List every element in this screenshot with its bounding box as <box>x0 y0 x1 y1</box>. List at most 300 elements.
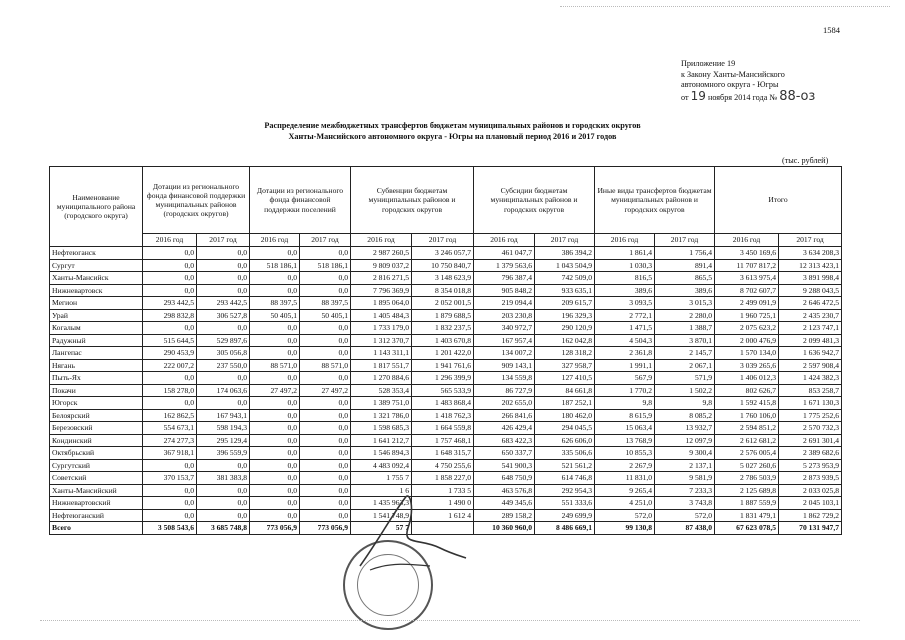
table-cell: 1 861,4 <box>595 247 655 260</box>
handwritten-signature <box>350 478 470 578</box>
table-cell: 650 337,7 <box>474 447 535 460</box>
table-cell: 88 397,5 <box>250 297 300 310</box>
table-cell: 2 052 001,5 <box>412 297 474 310</box>
table-row <box>50 359 842 372</box>
table-cell: 1 733 5 <box>412 484 474 497</box>
table-cell: 381 383,8 <box>197 472 250 485</box>
table-cell: 222 007,2 <box>143 359 197 372</box>
table-cell: 1 379 563,6 <box>474 259 535 272</box>
table-cell: 426 429,4 <box>474 422 535 435</box>
table-cell: 1 403 670,8 <box>412 334 474 347</box>
table-cell: 0,0 <box>300 322 351 335</box>
total-cell: 57 7 <box>351 522 412 535</box>
table-cell: 290 120,9 <box>535 322 595 335</box>
table-cell: 2 435 230,7 <box>779 309 842 322</box>
table-row <box>50 434 842 447</box>
table-cell: 8 085,2 <box>655 409 715 422</box>
table-cell: 2 612 681,2 <box>715 434 779 447</box>
table-cell: 1 832 237,5 <box>412 322 474 335</box>
table-cell: 0,0 <box>300 459 351 472</box>
table-cell: 0,0 <box>143 459 197 472</box>
table-cell: 396 559,9 <box>197 447 250 460</box>
table-cell: 4 483 092,4 <box>351 459 412 472</box>
table-cell: 0,0 <box>250 484 300 497</box>
table-cell: 0,0 <box>197 372 250 385</box>
table-cell: 1 270 884,6 <box>351 372 412 385</box>
table-row <box>50 284 842 297</box>
table-cell: 3 093,5 <box>595 297 655 310</box>
table-cell: 449 345,6 <box>474 497 535 510</box>
table-cell: 2 772,1 <box>595 309 655 322</box>
municipality-name: Березовский <box>50 422 143 435</box>
table-row <box>50 372 842 385</box>
table-row <box>50 409 842 422</box>
appendix-date-day: 19 <box>690 88 706 103</box>
table-cell: 521 561,2 <box>535 459 595 472</box>
header-region-fund-grants: Дотации из регионального фонда финансовой поддержки муниципальных районов (городских округов) <box>143 167 250 234</box>
table-cell: 1 775 252,6 <box>779 409 842 422</box>
table-cell: 1 817 551,7 <box>351 359 412 372</box>
table-cell: 386 394,2 <box>535 247 595 260</box>
table-cell: 1 546 894,3 <box>351 447 412 460</box>
table-cell: 0,0 <box>197 259 250 272</box>
header-subventions: Субвенции бюджетам муниципальных районов и городских округов <box>351 167 474 234</box>
table-cell: 0,0 <box>300 484 351 497</box>
table-cell: 2 646 472,5 <box>779 297 842 310</box>
table-cell: 2 987 260,5 <box>351 247 412 260</box>
year-header: 2016 год <box>595 234 655 247</box>
table-cell: 463 576,8 <box>474 484 535 497</box>
table-cell: 88 571,0 <box>300 359 351 372</box>
year-header: 2017 год <box>197 234 250 247</box>
page-number: 1584 <box>823 25 840 35</box>
table-cell: 0,0 <box>250 447 300 460</box>
municipality-name: Ханты-Мансийский <box>50 484 143 497</box>
table-cell: 134 007,2 <box>474 347 535 360</box>
table-cell: 196 329,3 <box>535 309 595 322</box>
table-cell: 2 873 939,5 <box>779 472 842 485</box>
table-cell: 158 278,0 <box>143 384 197 397</box>
table-cell: 528 353,4 <box>351 384 412 397</box>
table-cell: 2 570 732,3 <box>779 422 842 435</box>
table-cell: 0,0 <box>250 322 300 335</box>
total-cell: 99 130,8 <box>595 522 655 535</box>
table-cell: 1 598 685,3 <box>351 422 412 435</box>
table-cell: 0,0 <box>143 484 197 497</box>
table-cell: 1 756,4 <box>655 247 715 260</box>
table-cell: 3 015,3 <box>655 297 715 310</box>
municipality-name: Мегион <box>50 297 143 310</box>
year-header: 2016 год <box>143 234 197 247</box>
total-cell: 10 360 960,0 <box>474 522 535 535</box>
table-cell: 0,0 <box>250 334 300 347</box>
table-cell: 5 027 260,6 <box>715 459 779 472</box>
table-cell: 295 129,4 <box>197 434 250 447</box>
table-cell: 554 673,1 <box>143 422 197 435</box>
table-cell: 293 442,5 <box>197 297 250 310</box>
table-cell: 27 497,2 <box>300 384 351 397</box>
table-cell: 0,0 <box>143 284 197 297</box>
table-cell: 1 960 725,1 <box>715 309 779 322</box>
table-cell: 2 786 503,9 <box>715 472 779 485</box>
table-cell: 515 644,5 <box>143 334 197 347</box>
year-header: 2017 год <box>300 234 351 247</box>
table-cell: 1 389 751,0 <box>351 397 412 410</box>
table-cell: 0,0 <box>300 447 351 460</box>
table-cell: 0,0 <box>250 459 300 472</box>
table-cell: 4 251,0 <box>595 497 655 510</box>
table-cell: 4 504,3 <box>595 334 655 347</box>
table-cell: 1 570 134,0 <box>715 347 779 360</box>
table-cell: 1 6 <box>351 484 412 497</box>
table-cell: 1 831 479,1 <box>715 509 779 522</box>
municipality-name: Нефтеюганский <box>50 509 143 522</box>
table-cell: 1 755 7 <box>351 472 412 485</box>
table-cell: 648 750,9 <box>474 472 535 485</box>
municipality-name: Сургутский <box>50 459 143 472</box>
table-row <box>50 384 842 397</box>
table-cell: 853 258,7 <box>779 384 842 397</box>
table-cell: 209 615,7 <box>535 297 595 310</box>
table-cell: 8 354 018,8 <box>412 284 474 297</box>
table-cell: 2 033 025,8 <box>779 484 842 497</box>
table-cell: 0,0 <box>250 372 300 385</box>
title-line-2: Ханты-Мансийского автономного округа - Югры на плановый период 2016 и 2017 годов <box>288 131 617 141</box>
table-cell: 167 957,4 <box>474 334 535 347</box>
table-cell: 219 094,4 <box>474 297 535 310</box>
table-cell: 0,0 <box>300 434 351 447</box>
table-cell: 2 499 091,9 <box>715 297 779 310</box>
table-cell: 1 671 130,3 <box>779 397 842 410</box>
table-cell: 266 841,6 <box>474 409 535 422</box>
municipality-name: Пыть-Ях <box>50 372 143 385</box>
table-cell: 1 312 370,7 <box>351 334 412 347</box>
header-total: Итого <box>715 167 842 234</box>
table-cell: 0,0 <box>250 247 300 260</box>
table-cell: 180 462,0 <box>535 409 595 422</box>
scan-noise-top <box>560 6 890 8</box>
table-cell: 88 397,5 <box>300 297 351 310</box>
year-header: 2016 год <box>250 234 300 247</box>
year-header: 2016 год <box>474 234 535 247</box>
table-cell: 12 313 423,1 <box>779 259 842 272</box>
table-cell: 0,0 <box>300 409 351 422</box>
table-cell: 11 707 817,2 <box>715 259 779 272</box>
table-cell: 2 597 908,4 <box>779 359 842 372</box>
table-cell: 13 768,9 <box>595 434 655 447</box>
table-cell: 127 410,5 <box>535 372 595 385</box>
table-cell: 891,4 <box>655 259 715 272</box>
table-row <box>50 309 842 322</box>
table-cell: 0,0 <box>300 272 351 285</box>
table-row <box>50 447 842 460</box>
table-cell: 551 333,6 <box>535 497 595 510</box>
table-row <box>50 334 842 347</box>
table-cell: 572,0 <box>595 509 655 522</box>
units-label: (тыс. рублей) <box>782 156 829 165</box>
total-label: Всего <box>50 522 143 535</box>
header-other-transfers: Иные виды трансфертов бюджетам муниципальных районов и городских округов <box>595 167 715 234</box>
municipality-name: Радужный <box>50 334 143 347</box>
appendix-line-2: к Закону Ханты-Мансийского <box>681 69 785 79</box>
total-cell: 773 056,9 <box>250 522 300 535</box>
table-cell: 571,9 <box>655 372 715 385</box>
table-cell: 305 056,8 <box>197 347 250 360</box>
table-cell: 202 655,0 <box>474 397 535 410</box>
table-cell: 50 405,1 <box>300 309 351 322</box>
table-cell: 327 958,7 <box>535 359 595 372</box>
table-cell: 86 727,9 <box>474 384 535 397</box>
appendix-line-4 <box>681 88 816 104</box>
table-cell: 1 862 729,2 <box>779 509 842 522</box>
table-cell: 2 045 103,1 <box>779 497 842 510</box>
table-cell: 306 527,8 <box>197 309 250 322</box>
table-cell: 0,0 <box>197 272 250 285</box>
table-cell: 816,5 <box>595 272 655 285</box>
table-cell: 290 453,9 <box>143 347 197 360</box>
table-cell: 0,0 <box>250 509 300 522</box>
table-cell: 2 280,0 <box>655 309 715 322</box>
appendix-header <box>681 59 815 103</box>
table-cell: 1 418 762,3 <box>412 409 474 422</box>
table-cell: 796 387,4 <box>474 272 535 285</box>
table-cell: 335 506,6 <box>535 447 595 460</box>
table-row <box>50 397 842 410</box>
table-cell: 1 760 106,0 <box>715 409 779 422</box>
table-cell: 565 533,9 <box>412 384 474 397</box>
table-cell: 1 502,2 <box>655 384 715 397</box>
table-cell: 389,6 <box>655 284 715 297</box>
table-cell: 7 233,3 <box>655 484 715 497</box>
table-cell: 1 296 399,9 <box>412 372 474 385</box>
table-cell: 1 895 064,0 <box>351 297 412 310</box>
table-cell: 3 891 998,4 <box>779 272 842 285</box>
table-cell: 572,0 <box>655 509 715 522</box>
table-cell: 0,0 <box>143 509 197 522</box>
table-cell: 293 442,5 <box>143 297 197 310</box>
table-cell: 0,0 <box>197 484 250 497</box>
table-cell: 0,0 <box>197 322 250 335</box>
table-cell: 167 943,1 <box>197 409 250 422</box>
table-cell: 3 148 623,9 <box>412 272 474 285</box>
table-cell: 0,0 <box>197 284 250 297</box>
municipality-name: Лангепас <box>50 347 143 360</box>
table-cell: 84 661,8 <box>535 384 595 397</box>
table-cell: 9,8 <box>655 397 715 410</box>
table-cell: 2 137,1 <box>655 459 715 472</box>
table-cell: 0,0 <box>300 497 351 510</box>
table-cell: 0,0 <box>300 372 351 385</box>
table-cell: 27 497,2 <box>250 384 300 397</box>
table-cell: 1 201 422,0 <box>412 347 474 360</box>
table-cell: 11 831,0 <box>595 472 655 485</box>
municipality-name: Урай <box>50 309 143 322</box>
table-cell: 626 606,0 <box>535 434 595 447</box>
table-cell: 541 900,3 <box>474 459 535 472</box>
table-cell: 2 075 623,2 <box>715 322 779 335</box>
table-cell: 8 702 607,7 <box>715 284 779 297</box>
table-cell: 237 550,0 <box>197 359 250 372</box>
municipality-name: Октябрьский <box>50 447 143 460</box>
table-cell: 0,0 <box>300 422 351 435</box>
table-cell: 614 746,8 <box>535 472 595 485</box>
total-cell: 3 508 543,6 <box>143 522 197 535</box>
table-cell: 340 972,7 <box>474 322 535 335</box>
table-cell: 10 750 840,7 <box>412 259 474 272</box>
table-cell: 0,0 <box>300 334 351 347</box>
table-cell: 2 125 689,8 <box>715 484 779 497</box>
table-cell: 2 576 005,4 <box>715 447 779 460</box>
table-cell: 567,9 <box>595 372 655 385</box>
table-cell: 0,0 <box>197 497 250 510</box>
table-cell: 9 809 037,2 <box>351 259 412 272</box>
table-cell: 370 153,7 <box>143 472 197 485</box>
table-cell: 0,0 <box>143 397 197 410</box>
appendix-date-prefix: от <box>681 92 689 102</box>
table-cell: 292 954,3 <box>535 484 595 497</box>
table-cell: 10 855,3 <box>595 447 655 460</box>
table-cell: 1 733 179,0 <box>351 322 412 335</box>
table-cell: 0,0 <box>197 459 250 472</box>
table-cell: 1 405 484,3 <box>351 309 412 322</box>
table-cell: 3 634 208,3 <box>779 247 842 260</box>
table-cell: 162 862,5 <box>143 409 197 422</box>
table-cell: 529 897,6 <box>197 334 250 347</box>
municipality-name: Нефтеюганск <box>50 247 143 260</box>
table-cell: 4 750 255,6 <box>412 459 474 472</box>
table-cell: 2 361,8 <box>595 347 655 360</box>
table-cell: 3 039 265,6 <box>715 359 779 372</box>
table-cell: 249 699,9 <box>535 509 595 522</box>
table-cell: 933 635,1 <box>535 284 595 297</box>
table-cell: 0,0 <box>250 409 300 422</box>
table-cell: 3 450 169,6 <box>715 247 779 260</box>
appendix-line-3: автономного округа - Югры <box>681 80 779 90</box>
table-cell: 9,8 <box>595 397 655 410</box>
table-cell: 203 230,8 <box>474 309 535 322</box>
table-cell: 0,0 <box>197 397 250 410</box>
total-cell: 67 623 078,5 <box>715 522 779 535</box>
table-row <box>50 247 842 260</box>
table-cell: 0,0 <box>300 284 351 297</box>
table-cell: 1 471,5 <box>595 322 655 335</box>
table-cell: 0,0 <box>250 472 300 485</box>
table-cell: 0,0 <box>143 272 197 285</box>
table-row <box>50 459 842 472</box>
municipality-name: Нижневартовск <box>50 284 143 297</box>
total-cell: 87 438,0 <box>655 522 715 535</box>
table-cell: 0,0 <box>250 397 300 410</box>
table-cell: 0,0 <box>300 247 351 260</box>
table-cell: 162 042,8 <box>535 334 595 347</box>
table-cell: 1 541 748,9 <box>351 509 412 522</box>
table-cell: 2 267,9 <box>595 459 655 472</box>
table-cell: 518 186,1 <box>250 259 300 272</box>
table-cell: 1 991,1 <box>595 359 655 372</box>
table-cell: 0,0 <box>250 284 300 297</box>
table-cell: 0,0 <box>300 397 351 410</box>
total-cell: 773 056,9 <box>300 522 351 535</box>
table-row <box>50 259 842 272</box>
table-cell: 909 143,1 <box>474 359 535 372</box>
title-line-1: Распределение межбюджетных трансфертов бюджетам муниципальных районов и городских округов <box>264 121 641 130</box>
year-header: 2017 год <box>412 234 474 247</box>
table-cell: 905 848,2 <box>474 284 535 297</box>
table-cell: 0,0 <box>300 472 351 485</box>
municipality-name: Сургут <box>50 259 143 272</box>
year-header: 2016 год <box>351 234 412 247</box>
table-cell: 1 941 761,6 <box>412 359 474 372</box>
municipality-name: Кондинский <box>50 434 143 447</box>
table-cell: 128 318,2 <box>535 347 595 360</box>
table-cell: 2 067,1 <box>655 359 715 372</box>
table-cell: 274 277,3 <box>143 434 197 447</box>
municipality-name: Нижневартовский <box>50 497 143 510</box>
table-cell: 367 918,1 <box>143 447 197 460</box>
table-cell: 389,6 <box>595 284 655 297</box>
municipality-name: Белоярский <box>50 409 143 422</box>
table-cell: 0,0 <box>197 247 250 260</box>
table-cell: 3 246 057,7 <box>412 247 474 260</box>
year-header: 2017 год <box>779 234 842 247</box>
table-cell: 1 641 212,7 <box>351 434 412 447</box>
table-cell: 9 288 043,5 <box>779 284 842 297</box>
table-cell: 0,0 <box>300 509 351 522</box>
municipality-name: Нягань <box>50 359 143 372</box>
table-cell: 12 097,9 <box>655 434 715 447</box>
table-cell: 0,0 <box>143 259 197 272</box>
table-cell: 5 273 953,9 <box>779 459 842 472</box>
total-cell: 8 486 669,1 <box>535 522 595 535</box>
table-cell: 7 796 369,9 <box>351 284 412 297</box>
year-header-row <box>50 234 842 247</box>
table-cell: 1 592 415,8 <box>715 397 779 410</box>
table-cell: 1 858 227,0 <box>412 472 474 485</box>
table-cell: 1 770,2 <box>595 384 655 397</box>
appendix-law-number: 88-оз <box>779 88 816 104</box>
table-cell: 742 509,0 <box>535 272 595 285</box>
table-cell: 1 483 868,4 <box>412 397 474 410</box>
table-cell: 0,0 <box>250 434 300 447</box>
year-header: 2017 год <box>535 234 595 247</box>
table-cell: 0,0 <box>250 347 300 360</box>
table-cell: 0,0 <box>300 347 351 360</box>
table-cell: 0,0 <box>250 497 300 510</box>
table-cell: 1 321 786,0 <box>351 409 412 422</box>
year-header: 2016 год <box>715 234 779 247</box>
table-cell: 1 030,3 <box>595 259 655 272</box>
table-cell: 518 186,1 <box>300 259 351 272</box>
table-cell: 298 832,8 <box>143 309 197 322</box>
total-cell: 3 685 748,8 <box>197 522 250 535</box>
header-municipality: Наименование муниципального района (городского округа) <box>50 167 143 247</box>
table-cell: 0,0 <box>143 322 197 335</box>
table-cell: 0,0 <box>143 372 197 385</box>
table-cell: 1 648 315,7 <box>412 447 474 460</box>
table-cell: 683 422,3 <box>474 434 535 447</box>
municipality-name: Покачи <box>50 384 143 397</box>
table-cell: 13 932,7 <box>655 422 715 435</box>
table-cell: 2 000 476,9 <box>715 334 779 347</box>
table-cell: 1 879 688,5 <box>412 309 474 322</box>
appendix-date-middle: ноября 2014 года № <box>707 92 778 102</box>
municipality-name: Советский <box>50 472 143 485</box>
table-cell: 2 691 301,4 <box>779 434 842 447</box>
table-cell: 2 816 271,5 <box>351 272 412 285</box>
table-cell: 174 063,6 <box>197 384 250 397</box>
table-cell: 1 435 963,3 <box>351 497 412 510</box>
table-cell: 0,0 <box>250 272 300 285</box>
